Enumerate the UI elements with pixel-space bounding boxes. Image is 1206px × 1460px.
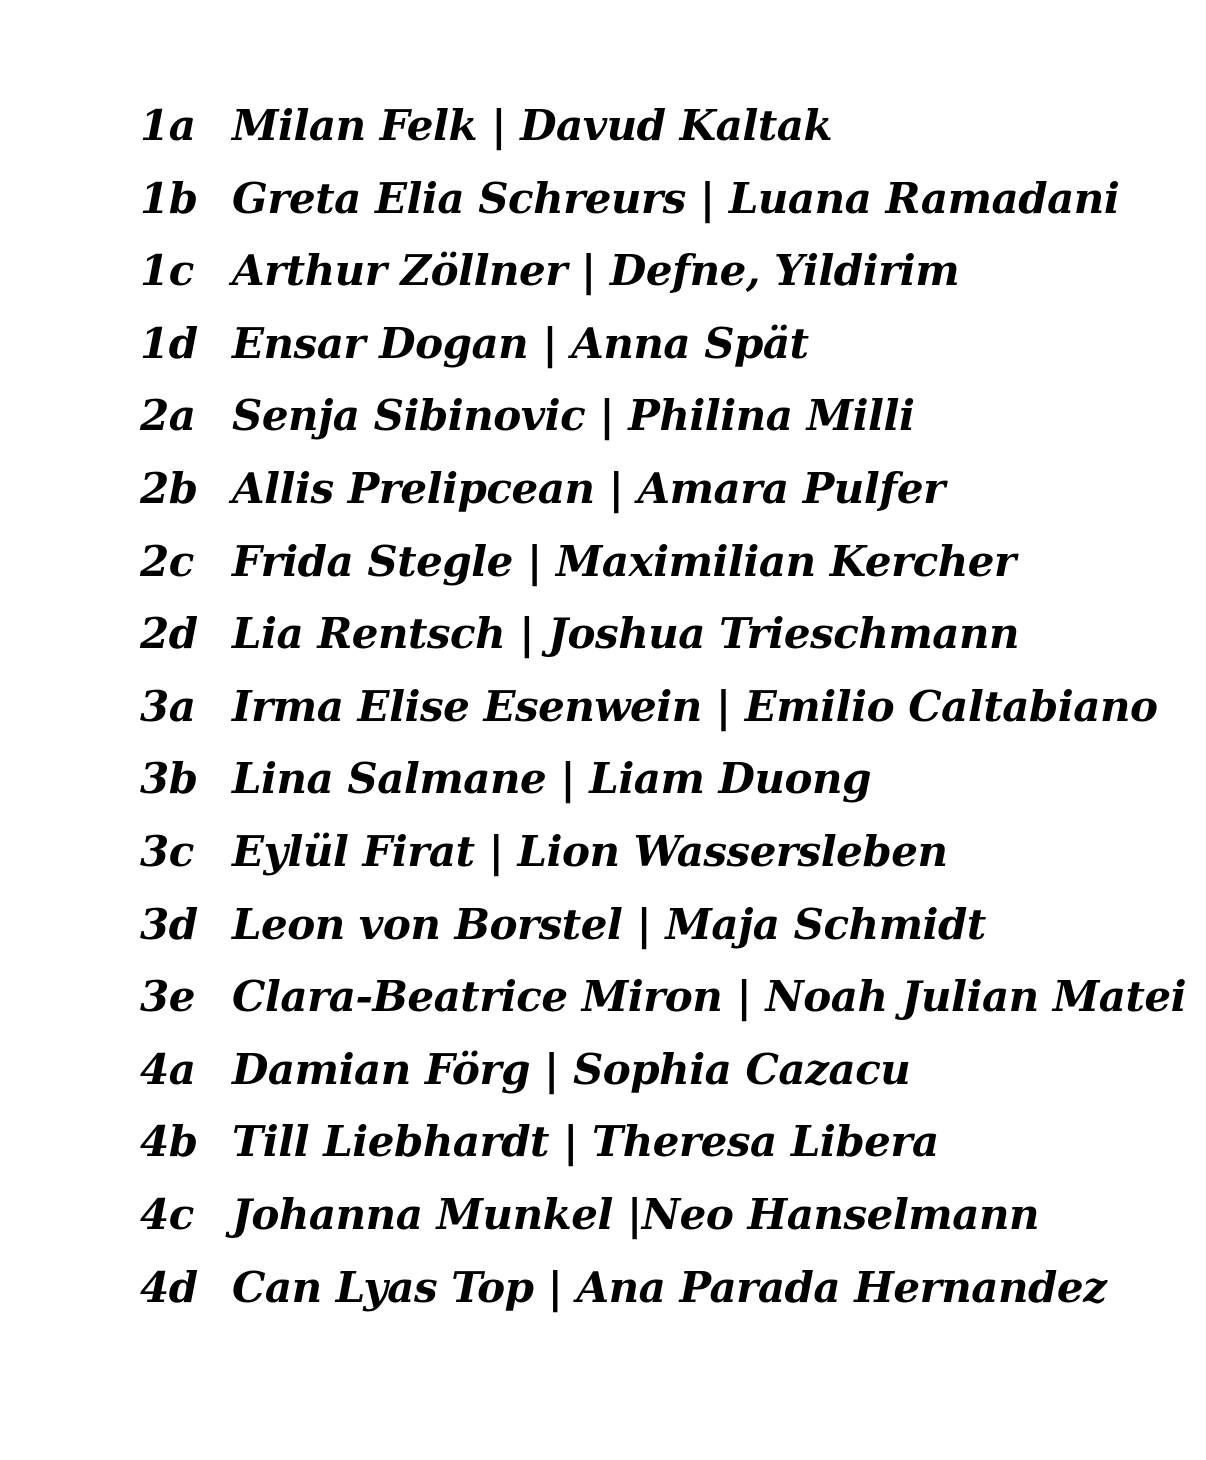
student-names: Clara-Beatrice Miron | Noah Julian Matei <box>232 972 1187 1022</box>
class-label: 2c <box>140 536 194 586</box>
list-item <box>140 235 1186 308</box>
student-names: Damian Förg | Sophia Cazacu <box>232 1044 911 1094</box>
student-names: Leon von Borstel | Maja Schmidt <box>232 899 986 949</box>
list-item <box>140 961 1186 1034</box>
list-item <box>140 1252 1186 1325</box>
class-label: 2a <box>140 391 196 441</box>
student-names: Johanna Munkel |Neo Hanselmann <box>232 1189 1040 1239</box>
class-label: 2d <box>140 609 198 659</box>
student-names: Eylül Firat | Lion Wassersleben <box>232 826 948 876</box>
list-item <box>140 526 1186 599</box>
list-item <box>140 598 1186 671</box>
list-item <box>140 671 1186 744</box>
student-names: Ensar Dogan | Anna Spät <box>232 318 809 368</box>
class-label: 3b <box>140 754 198 804</box>
student-names: Senja Sibinovic | Philina Milli <box>232 391 915 441</box>
list-item <box>140 90 1186 163</box>
list-item <box>140 453 1186 526</box>
student-names: Allis Prelipcean | Amara Pulfer <box>232 463 945 513</box>
class-label: 1b <box>140 173 198 223</box>
class-label: 3c <box>140 826 194 876</box>
list-item <box>140 163 1186 236</box>
student-names: Arthur Zöllner | Defne, Yildirim <box>232 246 960 296</box>
student-names: Lia Rentsch | Joshua Trieschmann <box>232 609 1020 659</box>
student-names: Lina Salmane | Liam Duong <box>232 754 871 804</box>
list-item <box>140 1179 1186 1252</box>
class-label: 4d <box>140 1262 198 1312</box>
student-names: Can Lyas Top | Ana Parada Hernandez <box>232 1262 1107 1312</box>
class-label: 3e <box>140 972 195 1022</box>
student-names: Till Liebhardt | Theresa Libera <box>232 1117 939 1167</box>
list-item <box>140 743 1186 816</box>
student-names: Greta Elia Schreurs | Luana Ramadani <box>232 173 1120 223</box>
list-item <box>140 889 1186 962</box>
class-label: 4b <box>140 1117 198 1167</box>
student-names: Frida Stegle | Maximilian Kercher <box>232 536 1016 586</box>
class-label: 4c <box>140 1189 194 1239</box>
list-item <box>140 1106 1186 1179</box>
class-label: 2b <box>140 463 198 513</box>
student-names: Milan Felk | Davud Kaltak <box>232 101 833 150</box>
student-names: Irma Elise Esenwein | Emilio Caltabiano <box>232 681 1158 731</box>
class-list <box>140 90 1186 1324</box>
list-item <box>140 308 1186 381</box>
list-item <box>140 1034 1186 1107</box>
class-label: 3a <box>140 681 196 731</box>
class-label: 1d <box>140 318 198 368</box>
class-label: 1c <box>140 246 194 296</box>
class-label: 3d <box>140 899 198 949</box>
class-label: 1a <box>140 101 196 150</box>
list-item <box>140 816 1186 889</box>
list-item <box>140 380 1186 453</box>
class-label: 4a <box>140 1044 196 1094</box>
